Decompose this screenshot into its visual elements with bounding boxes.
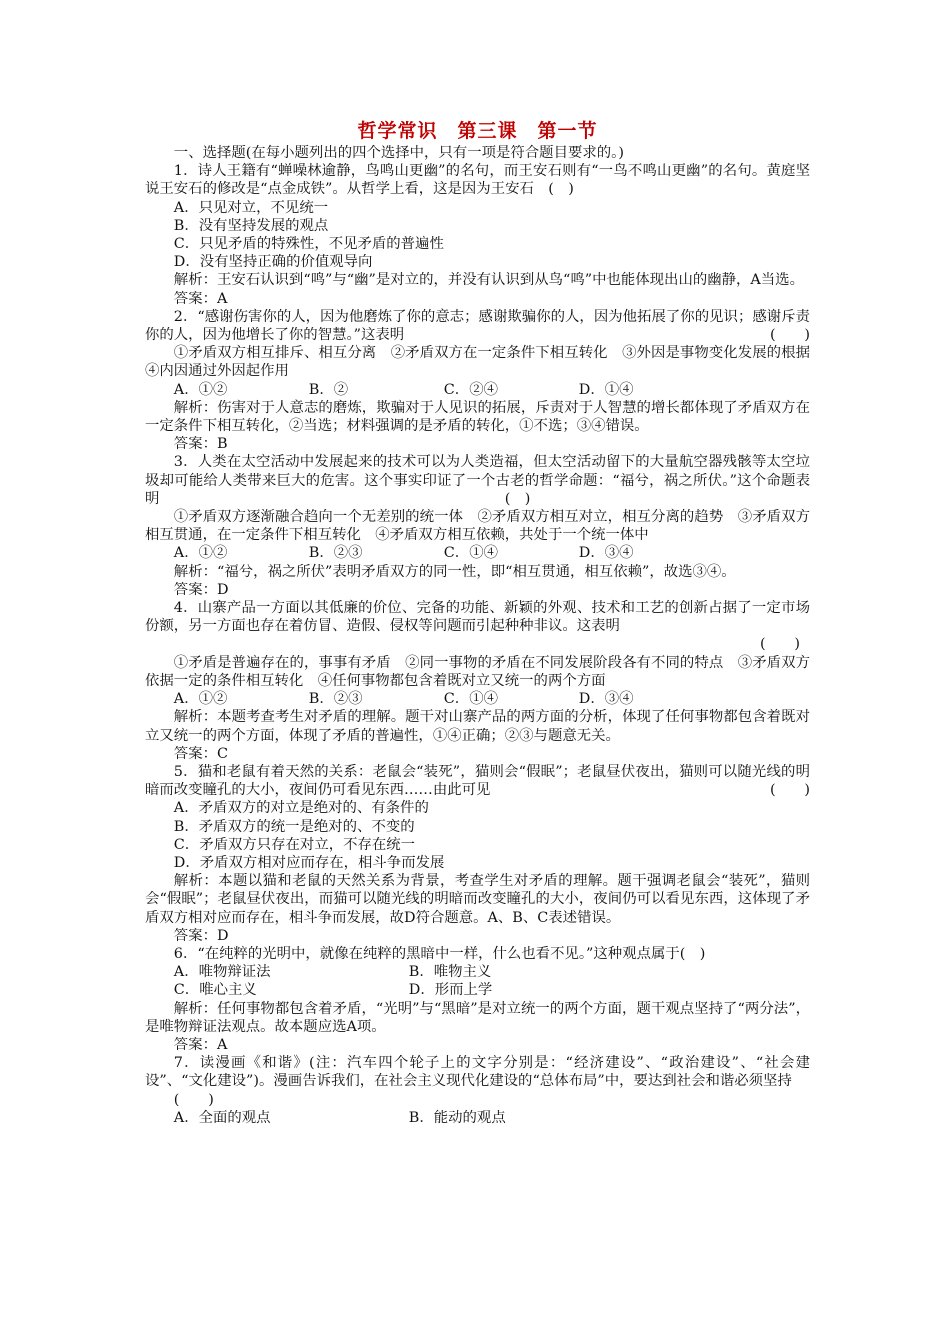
q1-option-c: C．只见矛盾的特殊性，不见矛盾的普遍性 [173,236,444,253]
q5-option-b: B．矛盾双方的统一是绝对的、不变的 [173,818,415,835]
q4-option-a: A．①② [173,691,228,708]
q4-answer: 答案：C [173,745,228,762]
q1-analysis: 解析：王安石认识到“鸣”与“幽”是对立的，并没有认识到从鸟“鸣”中也能体现出山的幽静，A当选。 [173,272,804,289]
q5-answer-paren: ( ) [769,782,810,799]
question-1-stem: 1．诗人王籍有“蝉噪林逾静，鸟鸣山更幽”的名句，而王安石则有“一鸟不鸣山更幽”的名句。黄庭坚说王安石的修改是“点金成铁”。从哲学上看，这是因为王安石 ( ) [145,163,810,198]
q5-option-c: C．矛盾双方只存在对立，不存在统一 [173,836,416,853]
q1-option-d: D．没有坚持正确的价值观导向 [173,254,373,271]
q2-options [145,381,810,399]
q6-analysis: 解析：任何事物都包含着矛盾，“光明”与“黑暗”是对立统一的两个方面，题干观点坚持了“两分法”，是唯物辩证法观点。故本题应选A项。 [145,1000,810,1035]
q7-option-b: B．能动的观点 [408,1109,506,1126]
q2-option-a: A．①② [173,381,228,398]
question-6-stem: 6．“在纯粹的光明中，就像在纯粹的黑暗中一样，什么也看不见。”这种观点属于( ) [173,945,706,962]
q6-option-c: C．唯心主义 [173,982,257,999]
q5-analysis: 解析：本题以猫和老鼠的天然关系为背景，考查学生对矛盾的理解。题干强调老鼠会“装死”，猫则会“假眠”；老鼠昼伏夜出，而猫可以随光线的明暗而改变瞳孔的大小，夜间仍可以看见东西，这体现了矛盾双方相对应而存在，相斗争而发展，故D符合题意。A、B、C表述错误。 [145,873,810,926]
q5-answer: 答案：D [173,927,229,944]
q4-answer-paren: ( ) [759,636,800,653]
q2-items: ①矛盾双方相互排斥、相互分离 ②矛盾双方在一定条件下相互转化 ③外因是事物变化发展的根据 ④内因通过外因起作用 [145,345,825,380]
q3-options [145,544,810,562]
q3-option-b: B．②③ [308,545,363,562]
question-5-stem [145,763,810,799]
section-heading: 一、选择题(在每小题列出的四个选择中，只有一项是符合题目要求的。) [173,145,624,161]
q6-option-b: B．唯物主义 [408,964,492,981]
q5-option-a: A．矛盾双方的对立是绝对的、有条件的 [173,800,429,817]
question-3-stem: 3．人类在太空活动中发展起来的技术可以为人类造福，但太空活动留下的大量航空器残骸等太空垃圾却可能给人类带来巨大的危害。这个事实印证了一个古老的哲学命题：“福兮，祸之所伏。”这个命题表明 ( ) [145,454,810,507]
q4-option-d: D．③④ [578,691,634,708]
q2-option-b: B．② [308,381,349,398]
q2-option-d: D．①④ [578,381,634,398]
q3-option-a: A．①② [173,545,228,562]
q3-option-d: D．③④ [578,545,634,562]
q2-stem-text: 2．“感谢伤害你的人，因为他磨炼了你的意志；感谢欺骗你的人，因为他拓展了你的见识；感谢斥责你的人，因为他增长了你的智慧。”这表明 [145,308,810,344]
q4-items: ①矛盾是普遍存在的，事事有矛盾 ②同一事物的矛盾在不同发展阶段各有不同的特点 ③矛盾双方依据一定的条件相互转化 ④任何事物都包含着既对立又统一的两个方面 [145,654,810,689]
q7-option-a: A．全面的观点 [173,1109,271,1126]
question-2-stem [145,308,810,344]
q4-option-b: B．②③ [308,691,363,708]
q2-analysis: 解析：伤害对于人意志的磨炼，欺骗对于人见识的拓展，斥责对于人智慧的增长都体现了矛盾双方在一定条件下相互转化，②当选；材料强调的是矛盾的转化，①不选；③④错误。 [145,399,810,435]
document-page [145,118,825,1127]
q4-options [145,690,810,708]
q3-answer: 答案：D [173,581,229,598]
question-7-stem: 7．读漫画《和谐》(注：汽车四个轮子上的文字分别是：“经济建设”、“政治建设”、“社会建设”、“文化建设”)。漫画告诉我们，在社会主义现代化建设的“总体布局”中，要达到社会和谐必须坚持 [145,1055,810,1090]
q3-analysis: 解析：“福兮，祸之所伏”表明矛盾双方的同一性，即“相互贯通，相互依赖”，故选③④。 [173,563,736,580]
q4-analysis: 解析：本题考查考生对矛盾的理解。题干对山寨产品的两方面的分析，体现了任何事物都包含着既对立又统一的两个方面，体现了矛盾的普遍性，①④正确；②③与题意无关。 [145,709,810,744]
page-title: 哲学常识 第三课 第一节 [357,120,598,142]
q1-answer: 答案：A [173,290,228,307]
q2-answer: 答案：B [173,436,228,453]
q5-stem-text: 5．猫和老鼠有着天然的关系：老鼠会“装死”，猫则会“假眠”；老鼠昼伏夜出，猫则可以随光线的明暗而改变瞳孔的大小，夜间仍可看见东西……由此可见 [145,763,810,799]
q7-answer-paren: ( ) [173,1091,214,1108]
q7-options-row-1 [145,1109,810,1127]
q6-option-d: D．形而上学 [408,982,493,999]
q3-items: ①矛盾双方逐渐融合趋向一个无差别的统一体 ②矛盾双方相互对立，相互分离的趋势 ③矛盾双方相互贯通，在一定条件下相互转化 ④矛盾双方相互依赖，共处于一个统一体中 [145,509,810,544]
q6-answer: 答案：A [173,1036,228,1053]
q1-option-a: A．只见对立，不见统一 [173,199,329,216]
q2-answer-paren: ( ) [769,327,810,344]
q6-options-row-1 [145,963,810,981]
q5-option-d: D．矛盾双方相对应而存在，相斗争而发展 [173,854,445,871]
q3-option-c: C．①④ [443,545,498,562]
q6-options-row-2 [145,981,810,999]
q2-option-c: C．②④ [443,381,498,398]
q4-option-c: C．①④ [443,691,498,708]
question-4-stem: 4．山寨产品一方面以其低廉的价位、完备的功能、新颖的外观、技术和工艺的创新占据了一定市场份额，另一方面也存在着仿冒、造假、侵权等问题而引起种种非议。这表明 [145,600,810,635]
q1-option-b: B．没有坚持发展的观点 [173,217,329,234]
q6-option-a: A．唯物辩证法 [173,964,271,981]
